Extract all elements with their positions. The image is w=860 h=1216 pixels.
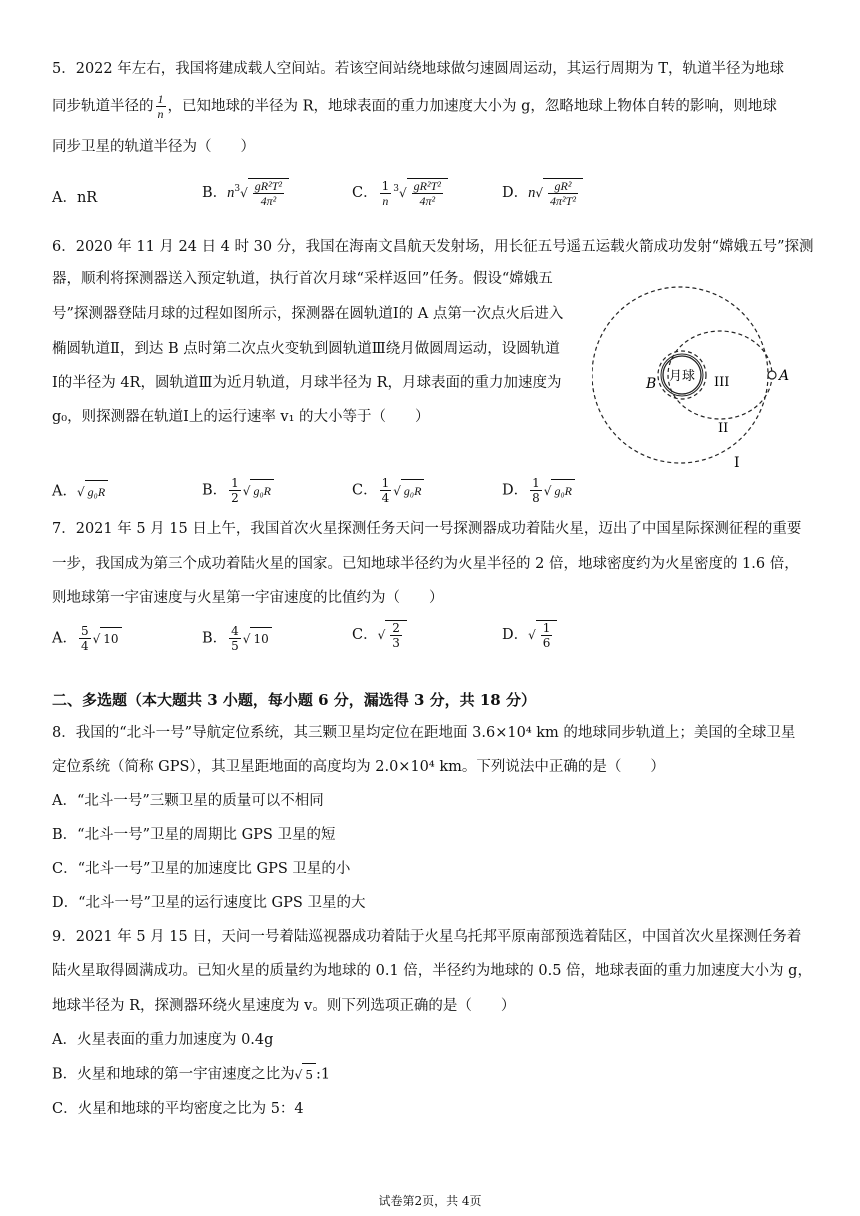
q9-option-c[interactable]: C．火星和地球的平均密度之比为 5：4 (52, 1101, 304, 1117)
q8-option-d[interactable]: D．“北斗一号”卫星的运行速度比 GPS 卫星的大 (52, 895, 366, 911)
fig-a-label: A (779, 368, 790, 384)
q5-line3: 同步卫星的轨道半径为（ ） (52, 139, 255, 155)
section-2-heading: 二、多选题（本大题共 3 小题，每小题 6 分，漏选得 3 分，共 18 分） (52, 691, 536, 709)
q6-line3: 号”探测器登陆月球的过程如图所示，探测器在圆轨道Ⅰ的 A 点第一次点火后进入 (52, 306, 564, 322)
q7-option-a-rad: 10 (100, 627, 121, 650)
q9-line2: 陆火星取得圆满成功。已知火星的质量约为地球的 0.1 倍，半径约为地球的 0.5 倍，地球表面的重力加速度大小为 g， (52, 963, 812, 979)
q7-line1: 7．2021 年 5 月 15 日上午，我国首次火星探测任务天问一号探测器成功着陆火星，迈出了中国星际探测征程的重要 (52, 521, 802, 537)
q6-option-b[interactable] (202, 476, 274, 505)
q9-option-b-rad: 5 (302, 1063, 316, 1086)
q7-option-b-den: 5 (231, 639, 239, 653)
q5-line1: 5．2022 年左右，我国将建成载人空间站。若该空间站绕地球做匀速圆周运动，其运行周期为 T，轨道半径为地球 (52, 61, 785, 77)
q6-line1: 6．2020 年 11 月 24 日 4 时 30 分，我国在海南文昌航天发射场，用长征五号遥五运载火箭成功发射“嫦娥五号”探测 (52, 239, 814, 255)
q9-line1: 9．2021 年 5 月 15 日，天问一号着陆巡视器成功着陆于火星乌托邦平原南部预选着陆区，中国首次火星探测任务着 (52, 929, 802, 945)
q6-option-a-rad: g₀R (85, 480, 109, 503)
q8-option-b[interactable]: B．“北斗一号”卫星的周期比 GPS 卫星的短 (52, 827, 336, 843)
q6-option-a-label: A． (52, 483, 77, 500)
q5-option-d-label: D． (502, 185, 529, 201)
q7-option-d[interactable] (502, 620, 557, 650)
q7-option-b-rad: 10 (250, 627, 271, 650)
q7-option-d-num: 1 (542, 621, 551, 635)
q5-line2 (52, 92, 777, 121)
q5-option-b[interactable] (202, 178, 289, 208)
q7-option-a-den: 4 (80, 639, 89, 653)
q5-line2-pre: 同步轨道半径的 (52, 98, 154, 115)
q5-option-b-index: 3 (234, 184, 241, 194)
q5-option-a[interactable]: A．nR (52, 190, 98, 206)
q7-option-d-radical: √ $\frac{1}{6}$ (528, 620, 557, 650)
q9-option-b-text: B．火星和地球的第一宇宙速度之比为 (52, 1066, 295, 1083)
q5-option-d-den: 4π²T² (550, 194, 576, 208)
q6-option-d[interactable] (502, 476, 575, 505)
q5-frac-den: n (157, 107, 164, 121)
q8-option-c[interactable]: C．“北斗一号”卫星的加速度比 GPS 卫星的小 (52, 861, 351, 877)
fig-orbit3-label: III (714, 375, 730, 390)
q7-option-b-num: 4 (231, 624, 239, 638)
q7-option-b-label: B． (202, 630, 228, 647)
q8-line1: 8．我国的“北斗一号”导航定位系统，其三颗卫星均定位在距地面 3.6×10⁴ km 的地球同步轨道上；美国的全球卫星 (52, 725, 796, 741)
q9-option-b[interactable] (52, 1063, 330, 1086)
q6-option-d-den: 8 (532, 491, 540, 505)
q8-option-a[interactable]: A．“北斗一号”三颗卫星的质量可以不相同 (52, 793, 324, 809)
q5-option-b-num: gR²T² (254, 179, 282, 193)
q6-option-c-radical: √ g₀R (393, 479, 424, 502)
q6-option-b-radical: √ g₀R (243, 479, 274, 502)
q7-option-a-label: A． (52, 630, 77, 647)
q7-line3: 则地球第一宇宙速度与火星第一宇宙速度的比值约为（ ） (52, 590, 444, 606)
fig-b-label: B (646, 376, 657, 392)
q6-option-b-label: B． (202, 482, 228, 499)
q5-option-b-den: 4π² (260, 194, 277, 208)
q7-option-c[interactable] (352, 620, 407, 650)
q7-option-c-num: 2 (392, 621, 400, 635)
q7-option-d-den: 6 (542, 636, 551, 650)
q6-line4: 椭圆轨道Ⅱ，到达 B 点时第二次点火变轨到圆轨道Ⅲ绕月做圆周运动，设圆轨道 (52, 341, 560, 357)
q6-option-c-den: 4 (381, 491, 390, 505)
q7-option-a[interactable] (52, 624, 122, 653)
q6-line6: g₀，则探测器在轨道Ⅰ上的运行速率 v₁ 的大小等于（ ） (52, 409, 430, 425)
q5-option-c[interactable] (352, 178, 448, 208)
q6-option-c-label: C． (352, 482, 378, 499)
q9-option-b-ratio: :1 (315, 1066, 331, 1083)
q7-option-b-radical: √ 10 (243, 627, 272, 650)
q5-option-d[interactable] (502, 178, 583, 208)
q6-option-a-radical: √ g₀R (77, 480, 108, 503)
q6-orbit-figure (592, 264, 842, 484)
q5-frac-num: 1 (157, 92, 164, 106)
q9-line3: 地球半径为 R，探测器环绕火星速度为 v。则下列选项正确的是（ ） (52, 998, 516, 1014)
q5-option-d-num: gR² (548, 179, 578, 194)
q9-option-b-radical: √ 5 (295, 1063, 316, 1086)
q6-option-b-num: 1 (231, 476, 239, 490)
q7-option-c-radical: √ $\frac{2}{3}$ (378, 620, 407, 650)
page-footer: 试卷第2页，共 4页 (378, 1194, 482, 1208)
q5-option-d-radical: √ $\frac{\text{gR²}}{\text{4π²T²}}$ (535, 178, 583, 208)
q6-option-c-num: 1 (381, 476, 390, 490)
q7-option-c-den: 3 (392, 636, 400, 650)
q9-option-a[interactable]: A．火星表面的重力加速度为 0.4g (52, 1032, 274, 1048)
q5-fraction (156, 92, 166, 121)
q8-line2: 定位系统（简称 GPS），其卫星距地面的高度均为 2.0×10⁴ km。下列说法中正确的是（ ） (52, 759, 665, 775)
q5-option-c-rnum: gR²T² (413, 179, 441, 193)
q5-line2-post: ，已知地球的半径为 R，地球表面的重力加速度大小为 g，忽略地球上物体自转的影响，则地球 (167, 98, 777, 115)
q5-option-c-num: 1 (381, 178, 390, 193)
q6-option-b-rad: g₀R (250, 479, 274, 502)
q7-option-c-label: C． (352, 627, 378, 643)
q7-option-d-label: D． (502, 627, 529, 643)
q5-option-d-coef: n (528, 185, 536, 201)
q5-option-c-den: n (382, 193, 389, 208)
q6-option-c-rad: g₀R (401, 479, 425, 502)
q6-option-a[interactable] (52, 480, 108, 503)
q6-option-d-rad: g₀R (551, 479, 575, 502)
q6-option-d-num: 1 (532, 476, 540, 490)
q5-option-b-coef: n (227, 185, 235, 201)
fig-orbit1-label: I (734, 455, 740, 471)
point-a-marker (768, 371, 776, 379)
fig-moon-label: 月球 (668, 369, 696, 384)
q6-option-b-den: 2 (231, 491, 239, 505)
q6-line5: Ⅰ的半径为 4R，圆轨道Ⅲ为近月轨道，月球半径为 R，月球表面的重力加速度为 (52, 375, 562, 391)
q6-option-d-radical: √ g₀R (544, 479, 575, 502)
q7-option-a-radical: √ 10 (93, 627, 122, 650)
q6-option-c[interactable] (352, 476, 424, 505)
q5-option-c-index: 3 (393, 184, 399, 194)
q6-option-d-label: D． (502, 482, 529, 499)
q5-option-c-rden: 4π² (419, 194, 436, 208)
q5-option-b-radical: √ $\frac{\text{gR²T²}}{\text{4π²}}$ (240, 178, 289, 208)
q5-option-b-label: B． (202, 185, 228, 201)
q7-option-b[interactable] (202, 624, 272, 653)
fig-orbit2-label: II (718, 421, 729, 436)
q6-line2: 器，顺利将探测器送入预定轨道，执行首次月球“采样返回”任务。假设“嫦娥五 (52, 271, 553, 287)
q7-line2: 一步，我国成为第三个成功着陆火星的国家。已知地球半径约为火星半径的 2 倍，地球密度约为火星密度的 1.6 倍， (52, 556, 799, 572)
q5-option-c-label: C． (352, 185, 378, 201)
q7-option-a-num: 5 (80, 624, 89, 638)
q5-option-c-radical: √ $\frac{\text{gR²T²}}{\text{4π²}}$ (399, 178, 448, 208)
